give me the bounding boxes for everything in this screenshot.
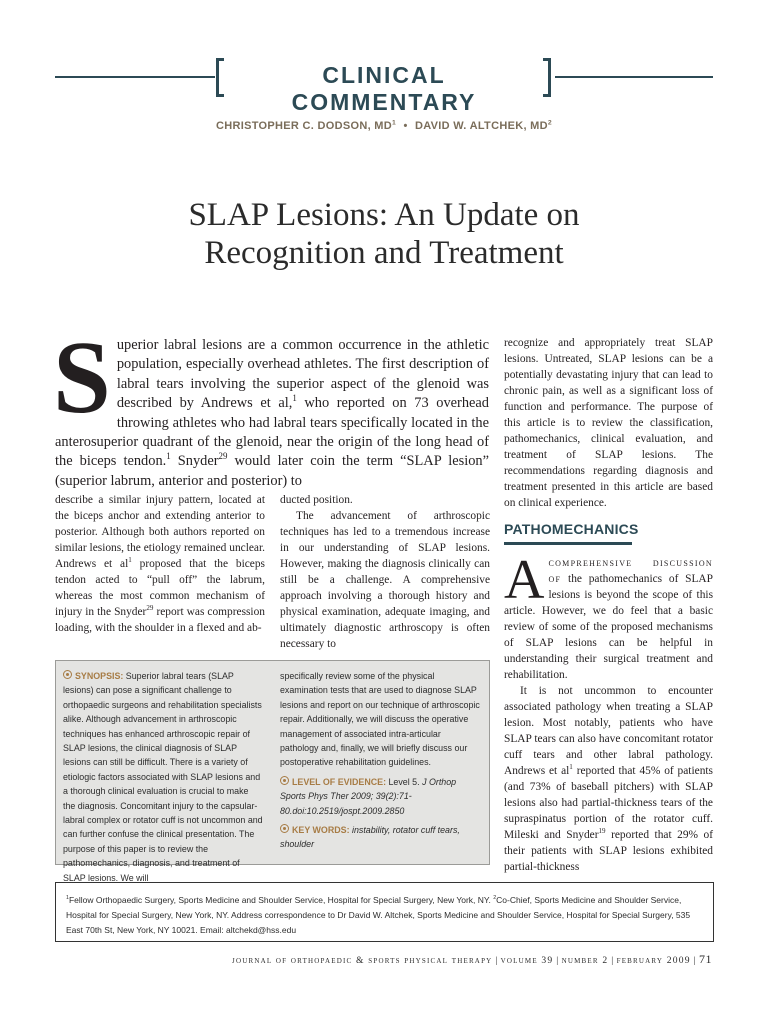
body-column-1 bbox=[55, 492, 265, 636]
body-text: proposed that the biceps tendon acted to “pull off” the labrum, whereas the most common mechanism of injury in the Snyder bbox=[55, 558, 265, 618]
body-paragraph: The advancement of arthroscopic techniques has led to a tremendous increase in our understanding of SLAP lesions. However, making the diagnosis clinically can still be a challenge. A comprehensive approach involving a thorough history and physical examination, adequate imaging, and ultimately diagnostic arthroscopy is often necessary to bbox=[280, 510, 490, 650]
section-label: CLINICAL COMMENTARY bbox=[291, 62, 477, 115]
synopsis-column-1 bbox=[63, 669, 263, 885]
keywords-text: instability, rotator cuff tears, shoulder bbox=[280, 825, 460, 850]
small-caps-lead: comprehensive discussion of bbox=[548, 557, 713, 585]
page-footer bbox=[232, 952, 712, 967]
synopsis-label: SYNOPSIS: bbox=[75, 671, 124, 681]
page-number: 71 bbox=[699, 952, 712, 966]
author-sup: 1 bbox=[392, 119, 397, 127]
footer-separator: | bbox=[556, 955, 559, 966]
body-text: report was compression loading, with the shoulder in a flexed and ab- bbox=[55, 606, 265, 634]
footer-separator: | bbox=[495, 955, 498, 966]
journal-volume: volume 39 bbox=[500, 955, 554, 966]
lead-text: would later coin the term “SLAP lesion” (superior labrum, anterior and posterior) to bbox=[55, 453, 489, 489]
affiliation-sup: 2 bbox=[493, 895, 497, 902]
journal-name: journal of orthopaedic & sports physical therapy bbox=[232, 955, 493, 966]
evidence-text: Level 5. bbox=[386, 776, 423, 787]
affiliation-line: Co-Chief, Sports Medicine and Shoulder Service, Hospital for Special Surgery, New York, NY. Address correspondence to Dr David W. Altchek, Sports Medicine and Shoulder Service, Hospital for Special Surgery, 535 East 70th St, New York, NY 10021. Email: altchekd@hss.edu bbox=[66, 895, 691, 935]
bracket-right bbox=[543, 58, 551, 97]
affiliation-text bbox=[66, 893, 708, 938]
author-line bbox=[0, 120, 768, 132]
lead-text: uperior labral lesions are a common occurrence in the athletic population, especially overhead athletes. The first description of labral tears involving the superior aspect of the glenoid was described by Andrews et al, bbox=[116, 337, 489, 412]
author-sup: 2 bbox=[547, 119, 552, 127]
evidence-citation: J Orthop Sports Phys Ther 2009; 39(2):71-80.doi:10.2519/jospt.2009.2850 bbox=[280, 776, 457, 816]
body-paragraph: ducted position. bbox=[280, 494, 353, 506]
author-name: DAVID W. ALTCHEK, MD bbox=[414, 120, 548, 132]
synopsis-box bbox=[55, 660, 490, 883]
lead-paragraph bbox=[53, 320, 490, 491]
bracket-left bbox=[216, 58, 224, 97]
title-line: SLAP Lesions: An Update on bbox=[188, 197, 580, 233]
body-paragraph bbox=[55, 492, 265, 636]
header-rule-left bbox=[55, 76, 215, 78]
body-column-3 bbox=[504, 335, 713, 875]
level-of-evidence bbox=[280, 775, 480, 818]
citation-sup: 29 bbox=[218, 451, 228, 462]
body-column-2 bbox=[280, 492, 490, 652]
body-paragraph: recognize and appropriately treat SLAP lesions. Untreated, SLAP lesions can be a potentially devastating injury that can lead to chronic pain, as well as a significant loss of function and performance. The purpose of this article is to review the classification, pathomechanics, clinical evaluation, and treatment of SLAP lesions. The recommendations regarding diagnosis and treatment presented in this article are based on clinical experience. bbox=[504, 337, 713, 509]
author-name: CHRISTOPHER C. DODSON, MD bbox=[216, 120, 392, 132]
body-text: reported that 29% of their patients with SLAP lesions exhibited partial-thickness bbox=[504, 829, 713, 873]
citation-sup: 1 bbox=[166, 451, 171, 462]
footer-separator: | bbox=[693, 955, 697, 966]
bullet-target-icon bbox=[280, 776, 289, 785]
body-text: describe a similar injury pattern, located at the biceps anchor and extending anterior to posterior. Although both authors reported on similar lesions, the etiology remained unclear. Andrews et al bbox=[55, 494, 265, 570]
synopsis-text: Superior labral tears (SLAP lesions) can pose a significant challenge to orthopaedic surgeons and rehabilitation specialists alike. Although advancement in arthroscopic techniques has enhanced arthroscopic repair of SLAP lesions, the clinical diagnosis of SLAP lesions can still be difficult. There is a variety of etiologic factors associated with SLAP lesions and a thorough clinical evaluation is crucial to make the diagnosis. Concomitant injury to the capsular-labral complex or rotator cuff is not uncommon and can further confuse the clinical presentation. The purpose of this paper is to review the pathomechanics, diagnosis, and treatment of SLAP lesions. We will bbox=[63, 671, 263, 883]
journal-date: february 2009 bbox=[616, 955, 691, 966]
keywords-label: KEY WORDS: bbox=[292, 825, 350, 836]
drop-cap: A bbox=[504, 549, 545, 611]
synopsis-column-2 bbox=[280, 669, 480, 852]
body-text: the pathomechanics of SLAP lesions is beyond the scope of this article. However, we do feel that a basic review of some of the proposed mechanisms of SLAP lesions can be helpful in understanding their surgical treatment and rehabilitation. bbox=[504, 573, 713, 681]
citation-sup: 1 bbox=[128, 556, 132, 565]
lead-text: who reported on 73 overhead throwing athletes who had labral tears specifically located in the anterosuperior quadrant of the glenoid, near the origin of the long head of the biceps tendon. bbox=[55, 395, 490, 470]
citation-sup: 1 bbox=[569, 763, 573, 772]
section-heading: PATHOMECHANICS bbox=[504, 521, 632, 545]
article-title bbox=[100, 196, 668, 272]
header-rule-right bbox=[555, 76, 713, 78]
affiliation-box bbox=[55, 882, 714, 942]
affiliation-line: Fellow Orthopaedic Surgery, Sports Medicine and Shoulder Service, Hospital for Special Surgery, New York, NY. bbox=[68, 895, 494, 905]
evidence-label: LEVEL OF EVIDENCE: bbox=[292, 776, 387, 787]
bullet-target-icon bbox=[280, 824, 289, 833]
citation-sup: 19 bbox=[598, 827, 606, 836]
title-line: Recognition and Treatment bbox=[204, 235, 564, 271]
citation-sup: 1 bbox=[292, 393, 297, 404]
footer-separator: | bbox=[611, 955, 614, 966]
body-text: It is not uncommon to encounter associated pathology when treating a SLAP lesion. Most notably, patients who have SLAP tears can also have concomitant rotator cuff tears and other labral pathology. Andrews et al bbox=[504, 685, 713, 777]
lead-text: Snyder bbox=[170, 453, 219, 470]
synopsis-text: specifically review some of the physical examination tests that are used to diagnose SLAP lesions and report on our technique of arthroscopic repair. Additionally, we will discuss the operative management of associated intra-articular pathology and, finally, we will briefly discuss our postoperative rehabilitation guidelines. bbox=[280, 671, 480, 768]
author-separator: • bbox=[403, 120, 408, 132]
body-text: reported that 45% of patients (and 73% of baseball pitchers) with SLAP lesions also had partial-thickness tears of the supraspinatus portion of the rotator cuff. Mileski and Snyder bbox=[504, 765, 713, 841]
drop-cap: S bbox=[53, 320, 111, 435]
body-paragraph bbox=[504, 549, 713, 683]
citation-sup: 29 bbox=[146, 604, 154, 613]
body-paragraph bbox=[504, 683, 713, 875]
key-words bbox=[280, 823, 480, 852]
affiliation-sup: 1 bbox=[66, 895, 69, 902]
bullet-target-icon bbox=[63, 670, 72, 679]
journal-number: number 2 bbox=[561, 955, 609, 966]
